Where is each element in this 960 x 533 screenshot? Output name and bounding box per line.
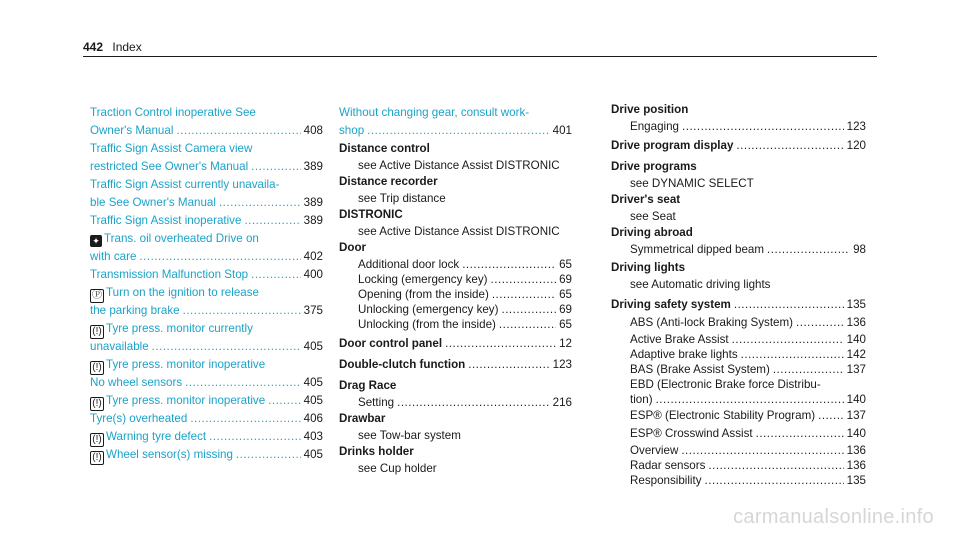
index-subentry[interactable]: Engaging ..... 123	[611, 119, 866, 134]
index-heading: Drive position	[611, 103, 689, 116]
index-see-ref[interactable]: see Active Distance Assist DISTRONIC	[358, 225, 560, 238]
index-entry[interactable]: Drive program display ..... 120	[611, 134, 866, 155]
index-see-ref[interactable]: see Seat	[630, 210, 676, 223]
index-entry-link[interactable]: No wheel sensors ..... 405	[90, 374, 323, 392]
index-heading: Distance control	[339, 142, 430, 155]
index-subentry[interactable]: Adaptive brake lights ..... 142	[611, 347, 866, 362]
index-subentry[interactable]: ESP® Crosswind Assist ..... 140	[611, 425, 866, 443]
index-subentry[interactable]: tion) ..... 140	[611, 392, 866, 407]
index-heading: Drawbar	[339, 412, 386, 425]
index-heading: Drinks holder	[339, 445, 414, 458]
tyre-pressure-icon: (!)	[90, 451, 104, 465]
index-heading: Driving abroad	[611, 226, 693, 239]
index-heading: Door	[339, 241, 367, 254]
index-heading: Driver's seat	[611, 193, 681, 206]
index-entry-link[interactable]: the parking brake ..... 375	[90, 302, 323, 320]
index-entry-link[interactable]: ✦ Trans. oil overheated Drive on	[90, 230, 323, 248]
index-subentry[interactable]: Radar sensors ..... 136	[611, 458, 866, 473]
index-subentry[interactable]: Unlocking (emergency key) ..... 69	[339, 302, 572, 317]
index-entry-link[interactable]: restricted See Owner's Manual ..... 389	[90, 158, 323, 176]
index-heading: Distance recorder	[339, 175, 438, 188]
index-column-2	[339, 104, 572, 476]
index-subentry-text: EBD (Electronic Brake force Distribu-	[630, 378, 821, 391]
index-entry-link[interactable]: Traffic Sign Assist inoperative ..... 389	[90, 212, 323, 230]
index-entry-link[interactable]: Traffic Sign Assist currently unavaila-	[90, 178, 280, 191]
index-entry-link[interactable]: Transmission Malfunction Stop ..... 400	[90, 266, 323, 284]
index-entry-link[interactable]: (!) Wheel sensor(s) missing ..... 405	[90, 446, 323, 464]
index-entry-link[interactable]: Traction Control inoperative See	[90, 106, 256, 119]
tyre-pressure-icon: (!)	[90, 433, 104, 447]
index-see-ref[interactable]: see DYNAMIC SELECT	[630, 177, 754, 190]
index-entry[interactable]: Double-clutch function ..... 123	[339, 353, 572, 374]
index-heading: Driving lights	[611, 261, 686, 274]
index-see-ref[interactable]: see Cup holder	[358, 462, 437, 475]
parking-brake-icon: Ⓟ	[92, 290, 102, 301]
index-heading: Drag Race	[339, 379, 397, 392]
car-warning-icon: ✦	[90, 235, 102, 247]
index-subentry[interactable]: Overview ..... 136	[611, 443, 866, 458]
index-subentry[interactable]: BAS (Brake Assist System) ..... 137	[611, 362, 866, 377]
index-entry-link[interactable]: unavailable ..... 405	[90, 338, 323, 356]
index-subentry[interactable]: Opening (from the inside) ..... 65	[339, 287, 572, 302]
index-entry[interactable]: Driving safety system ..... 135	[611, 292, 866, 314]
index-entry-link[interactable]: shop ..... 401	[339, 122, 572, 140]
index-subentry[interactable]: Locking (emergency key) ..... 69	[339, 272, 572, 287]
index-entry-link[interactable]: ble See Owner's Manual ..... 389	[90, 194, 323, 212]
index-entry-link[interactable]: (!) Tyre press. monitor inoperative ..... 405	[90, 392, 323, 410]
page-number: 442	[83, 40, 104, 54]
watermark: carmanualsonline.info	[733, 506, 934, 528]
index-subentry[interactable]: ESP® (Electronic Stability Program) ..... 137	[611, 407, 866, 425]
index-see-ref[interactable]: see Trip distance	[358, 192, 446, 205]
index-entry-link[interactable]: with care ..... 402	[90, 248, 323, 266]
index-see-ref[interactable]: see Tow-bar system	[358, 429, 461, 442]
page-header	[83, 40, 142, 54]
index-heading: Drive programs	[611, 160, 697, 173]
tyre-pressure-icon: (!)	[90, 325, 104, 339]
index-subentry[interactable]: ABS (Anti-lock Braking System) ..... 136	[611, 314, 866, 332]
index-see-ref[interactable]: see Active Distance Assist DISTRONIC	[358, 159, 560, 172]
index-subentry[interactable]: Responsibility ..... 135	[611, 473, 866, 488]
index-column-3	[611, 101, 866, 488]
header-rule	[83, 56, 877, 57]
index-entry-link[interactable]: (!) Tyre press. monitor currently	[90, 320, 323, 338]
index-see-ref[interactable]: see Automatic driving lights	[630, 278, 771, 291]
tyre-pressure-icon: (!)	[90, 361, 104, 375]
index-subentry[interactable]: Active Brake Assist ..... 140	[611, 332, 866, 347]
index-entry-link[interactable]: (!) Warning tyre defect ..... 403	[90, 428, 323, 446]
index-entry-link[interactable]: Ⓟ Turn on the ignition to release	[92, 286, 259, 301]
tyre-pressure-icon: (!)	[90, 397, 104, 411]
index-entry-link[interactable]: Without changing gear, consult work-	[339, 106, 530, 119]
index-entry[interactable]: Door control panel ..... 12	[339, 332, 572, 353]
index-subentry[interactable]: Unlocking (from the inside) ..... 65	[339, 317, 572, 332]
index-subentry[interactable]: Additional door lock ..... 65	[339, 257, 572, 272]
index-entry-link[interactable]: Traffic Sign Assist Camera view	[90, 142, 253, 155]
index-entry-link[interactable]: (!) Tyre press. monitor inoperative	[90, 356, 323, 374]
index-column-1	[90, 104, 323, 464]
section-title: Index	[112, 40, 142, 54]
index-subentry[interactable]: Symmetrical dipped beam ..... 98	[611, 242, 866, 257]
index-entry-link[interactable]: Tyre(s) overheated ..... 406	[90, 410, 323, 428]
index-entry-link[interactable]: Owner's Manual ..... 408	[90, 122, 323, 140]
index-subentry[interactable]: Setting ..... 216	[339, 395, 572, 410]
index-heading: DISTRONIC	[339, 208, 403, 221]
